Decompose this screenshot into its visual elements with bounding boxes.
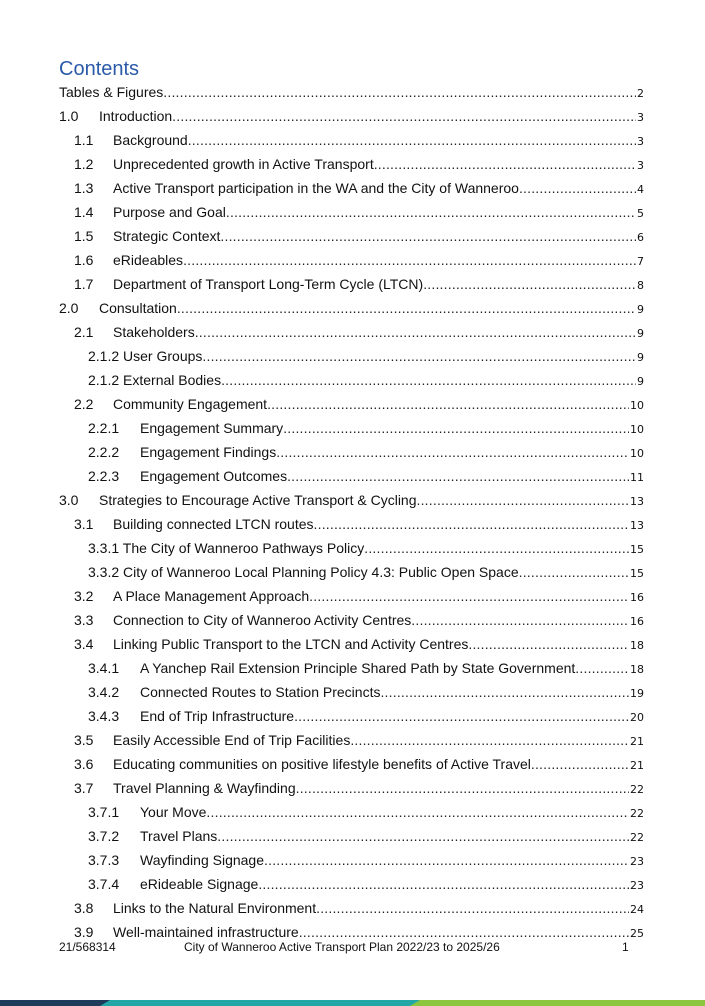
toc-row[interactable] (0, 536, 705, 560)
toc-entry-link[interactable] (113, 896, 644, 922)
toc-leader-dots (217, 824, 629, 848)
toc-entry-link[interactable] (113, 152, 644, 178)
toc-page-number: 15 (630, 567, 644, 580)
toc-page-number: 6 (637, 231, 644, 244)
footer-doc-title: City of Wanneroo Active Transport Plan 2022/23 to 2025/26 (184, 940, 500, 954)
toc-leader-dots (177, 296, 636, 320)
toc-row[interactable] (0, 680, 705, 704)
toc-leader-dots (294, 704, 629, 728)
toc-title: Strategies to Encourage Active Transport & Cycling (99, 492, 417, 508)
toc-row[interactable] (0, 848, 705, 872)
toc-leader-dots (316, 896, 629, 920)
toc-entry-link[interactable] (113, 200, 644, 226)
toc-entry-link[interactable] (113, 272, 644, 298)
toc-row[interactable] (0, 320, 705, 344)
toc-leader-dots (267, 392, 629, 416)
toc-title: Department of Transport Long-Term Cycle (LTCN) (113, 276, 424, 292)
toc-title: Well-maintained infrastructure (113, 924, 299, 940)
toc-row[interactable] (0, 104, 705, 128)
band-dark (0, 1000, 110, 1006)
toc-page-number: 4 (637, 183, 644, 196)
toc-title: Engagement Summary (140, 420, 284, 436)
toc-title: A Place Management Approach (113, 588, 310, 604)
toc-title: Engagement Findings (140, 444, 277, 460)
toc-section-number: 2.1 (74, 324, 94, 340)
toc-entry-link[interactable] (88, 560, 644, 586)
toc-row[interactable] (0, 776, 705, 800)
toc-entry-link[interactable] (113, 320, 644, 346)
toc-section-number: 3.1 (74, 516, 94, 532)
toc-entry-link[interactable] (113, 176, 644, 202)
toc-section-number: 3.7.1 (88, 804, 120, 820)
toc-row[interactable] (0, 896, 705, 920)
toc-section-number: 1.0 (59, 108, 79, 124)
toc-row[interactable] (0, 416, 705, 440)
toc-title: 3.3.1 The City of Wanneroo Pathways Policy (88, 540, 365, 556)
toc-page-number: 5 (637, 207, 644, 220)
toc-entry-link[interactable] (113, 512, 644, 538)
toc-row[interactable] (0, 152, 705, 176)
toc-page-number: 23 (630, 855, 644, 868)
toc-section-number: 3.7.2 (88, 828, 120, 844)
toc-title: Easily Accessible End of Trip Facilities (113, 732, 351, 748)
toc-row[interactable] (0, 296, 705, 320)
toc-leader-dots (264, 848, 629, 872)
toc-leader-dots (221, 368, 636, 392)
toc-row[interactable] (0, 512, 705, 536)
toc-entry-link[interactable] (59, 80, 644, 106)
toc-entry-link[interactable] (140, 464, 644, 490)
toc-page-number: 15 (630, 543, 644, 556)
toc-page-number: 24 (630, 903, 644, 916)
toc-title: Background (113, 132, 188, 148)
toc-title: Linking Public Transport to the LTCN and Activity Centres (113, 636, 469, 652)
toc-title: Connected Routes to Station Precincts (140, 684, 381, 700)
toc-section-number: 3.7.3 (88, 852, 120, 868)
toc-page-number: 9 (637, 351, 644, 364)
toc-row[interactable] (0, 464, 705, 488)
footer-doc-ref: 21/568314 (59, 940, 116, 954)
toc-row[interactable] (0, 608, 705, 632)
toc-entry-link[interactable] (99, 296, 644, 322)
toc-row[interactable] (0, 224, 705, 248)
toc-page-number: 2 (637, 87, 644, 100)
toc-page-number: 3 (637, 135, 644, 148)
toc-title: A Yanchep Rail Extension Principle Shared Path by State Government (140, 660, 576, 676)
toc-page-number: 3 (637, 159, 644, 172)
toc-section-number: 3.4.1 (88, 660, 120, 676)
toc-page-number: 9 (637, 375, 644, 388)
toc-section-number: 3.7 (74, 780, 94, 796)
toc-title: 2.1.2 User Groups (88, 348, 203, 364)
toc-entry-link[interactable] (113, 728, 644, 754)
toc-page-number: 10 (630, 399, 644, 412)
toc-title: Tables & Figures (59, 84, 164, 100)
toc-title: Educating communities on positive lifestyle benefits of Active Travel (113, 756, 531, 772)
toc-title: Community Engagement (113, 396, 268, 412)
toc-title: Consultation (99, 300, 177, 316)
toc-section-number: 3.9 (74, 924, 94, 940)
toc-row[interactable] (0, 800, 705, 824)
toc-section-number: 1.6 (74, 252, 94, 268)
toc-entry-link[interactable] (113, 248, 644, 274)
toc-page-number: 10 (630, 447, 644, 460)
toc-section-number: 1.4 (74, 204, 94, 220)
toc-leader-dots (314, 512, 629, 536)
toc-page-number: 18 (630, 663, 644, 676)
toc-leader-dots (202, 344, 636, 368)
toc-title: eRideable Signage (140, 876, 259, 892)
toc-leader-dots (172, 104, 636, 128)
toc-title: 3.3.2 City of Wanneroo Local Planning Policy 4.3: Public Open Space (88, 564, 519, 580)
toc-row[interactable] (0, 200, 705, 224)
toc-leader-dots (163, 80, 636, 104)
band-green (410, 1000, 705, 1006)
toc-entry-link[interactable] (113, 752, 644, 778)
toc-page-number: 16 (630, 591, 644, 604)
toc-leader-dots (468, 632, 629, 656)
toc-section-number: 1.3 (74, 180, 94, 196)
toc-page-number: 9 (637, 327, 644, 340)
toc-entry-link[interactable] (140, 680, 644, 706)
toc-leader-dots (188, 128, 636, 152)
toc-section-number: 1.1 (74, 132, 94, 148)
toc-page-number: 21 (630, 735, 644, 748)
toc-entry-link[interactable] (99, 488, 644, 514)
toc-row[interactable] (0, 488, 705, 512)
toc-page-number: 13 (630, 495, 644, 508)
toc-entry-link[interactable] (113, 632, 644, 658)
toc-section-number: 3.6 (74, 756, 94, 772)
toc-row[interactable] (0, 368, 705, 392)
toc-row[interactable] (0, 440, 705, 464)
footer-page-number: 1 (622, 940, 629, 954)
toc-leader-dots (380, 680, 629, 704)
toc-section-number: 2.2.3 (88, 468, 120, 484)
toc-section-number: 2.0 (59, 300, 79, 316)
toc-section-number: 3.0 (59, 492, 79, 508)
toc-row[interactable] (0, 656, 705, 680)
toc-leader-dots (287, 464, 629, 488)
toc-title: Active Transport participation in the WA and the City of Wanneroo (113, 180, 519, 196)
toc-leader-dots (195, 320, 636, 344)
toc-title: 2.1.2 External Bodies (88, 372, 222, 388)
toc-leader-dots (531, 752, 629, 776)
toc-row[interactable] (0, 272, 705, 296)
toc-row[interactable] (0, 728, 705, 752)
toc-leader-dots (411, 608, 629, 632)
toc-row[interactable] (0, 584, 705, 608)
toc-page-number: 13 (630, 519, 644, 532)
toc-entry-link[interactable] (88, 344, 644, 370)
toc-title: End of Trip Infrastructure (140, 708, 295, 724)
toc-page-number: 11 (630, 471, 644, 484)
toc-entry-link[interactable] (88, 368, 644, 394)
toc-row[interactable] (0, 392, 705, 416)
toc-entry-link[interactable] (140, 800, 644, 826)
toc-leader-dots (519, 176, 636, 200)
toc-title: Wayfinding Signage (140, 852, 265, 868)
toc-entry-link[interactable] (113, 392, 644, 418)
toc-section-number: 3.4 (74, 636, 94, 652)
toc-title: Building connected LTCN routes (113, 516, 314, 532)
toc-section-number: 3.4.2 (88, 684, 120, 700)
toc-page-number: 20 (630, 711, 644, 724)
toc-leader-dots (258, 872, 629, 896)
footer-color-band (0, 1000, 705, 1006)
toc-title: Your Move (140, 804, 207, 820)
toc-leader-dots (423, 272, 636, 296)
toc-entry-link[interactable] (140, 824, 644, 850)
toc-row[interactable] (0, 704, 705, 728)
toc-page-number: 16 (630, 615, 644, 628)
toc-title: Unprecedented growth in Active Transport (113, 156, 374, 172)
toc-page-number: 18 (630, 639, 644, 652)
toc-title: Introduction (99, 108, 173, 124)
toc-title: Connection to City of Wanneroo Activity Centres (113, 612, 412, 628)
toc-entry-link[interactable] (140, 848, 644, 874)
toc-row[interactable] (0, 752, 705, 776)
toc-title: Stakeholders (113, 324, 195, 340)
toc-title: Engagement Outcomes (140, 468, 288, 484)
toc-page-number: 21 (630, 759, 644, 772)
toc-leader-dots (206, 800, 629, 824)
toc-page-number: 8 (637, 279, 644, 292)
toc-title: Links to the Natural Environment (113, 900, 317, 916)
toc-section-number: 3.5 (74, 732, 94, 748)
toc-leader-dots (374, 152, 636, 176)
toc-page-number: 9 (637, 303, 644, 316)
toc-section-number: 1.2 (74, 156, 94, 172)
toc-page-number: 10 (630, 423, 644, 436)
toc-entry-link[interactable] (140, 704, 644, 730)
toc-section-number: 3.4.3 (88, 708, 120, 724)
toc-entry-link[interactable] (113, 584, 644, 610)
toc-row[interactable] (0, 632, 705, 656)
toc-section-number: 1.7 (74, 276, 94, 292)
toc-row[interactable] (0, 176, 705, 200)
toc-row[interactable] (0, 344, 705, 368)
toc-entry-link[interactable] (113, 608, 644, 634)
toc-page-number: 3 (637, 111, 644, 124)
toc-leader-dots (296, 776, 629, 800)
toc-leader-dots (364, 536, 629, 560)
toc-page-number: 7 (637, 255, 644, 268)
toc-entry-link[interactable] (99, 104, 644, 130)
toc-section-number: 3.8 (74, 900, 94, 916)
toc-entry-link[interactable] (113, 776, 644, 802)
toc-leader-dots (350, 728, 629, 752)
toc-leader-dots (283, 416, 629, 440)
toc-leader-dots (519, 560, 629, 584)
toc-section-number: 2.2.1 (88, 420, 120, 436)
toc-page-number: 22 (630, 831, 644, 844)
toc-row[interactable] (0, 560, 705, 584)
toc-leader-dots (220, 224, 636, 248)
toc-leader-dots (575, 656, 629, 680)
toc-page-number: 22 (630, 783, 644, 796)
toc-leader-dots (309, 584, 629, 608)
toc-section-number: 2.2.2 (88, 444, 120, 460)
toc-title: Travel Plans (140, 828, 218, 844)
toc-leader-dots (276, 440, 629, 464)
toc-entry-link[interactable] (140, 440, 644, 466)
toc-page-number: 22 (630, 807, 644, 820)
toc-row[interactable] (0, 80, 705, 104)
toc-entry-link[interactable] (113, 224, 644, 250)
toc-section-number: 3.2 (74, 588, 94, 604)
toc-leader-dots (183, 248, 636, 272)
toc-row[interactable] (0, 824, 705, 848)
toc-page-number: 25 (630, 927, 644, 940)
toc-row[interactable] (0, 248, 705, 272)
toc-section-number: 3.3 (74, 612, 94, 628)
toc-row[interactable] (0, 872, 705, 896)
toc-title: Purpose and Goal (113, 204, 226, 220)
toc-title: Strategic Context (113, 228, 221, 244)
toc-section-number: 2.2 (74, 396, 94, 412)
toc-section-number: 1.5 (74, 228, 94, 244)
toc-row[interactable] (0, 128, 705, 152)
page-title: Contents (59, 58, 140, 80)
toc-entry-link[interactable] (88, 536, 644, 562)
toc-section-number: 3.7.4 (88, 876, 120, 892)
toc-page-number: 19 (630, 687, 644, 700)
toc-title: Travel Planning & Wayfinding (113, 780, 296, 796)
toc-leader-dots (226, 200, 636, 224)
toc-entry-link[interactable] (140, 416, 644, 442)
toc-title: eRideables (113, 252, 184, 268)
toc-entry-link[interactable] (140, 872, 644, 898)
toc-entry-link[interactable] (113, 128, 644, 154)
toc-page-number: 23 (630, 879, 644, 892)
toc-leader-dots (417, 488, 630, 512)
toc-entry-link[interactable] (140, 656, 644, 682)
